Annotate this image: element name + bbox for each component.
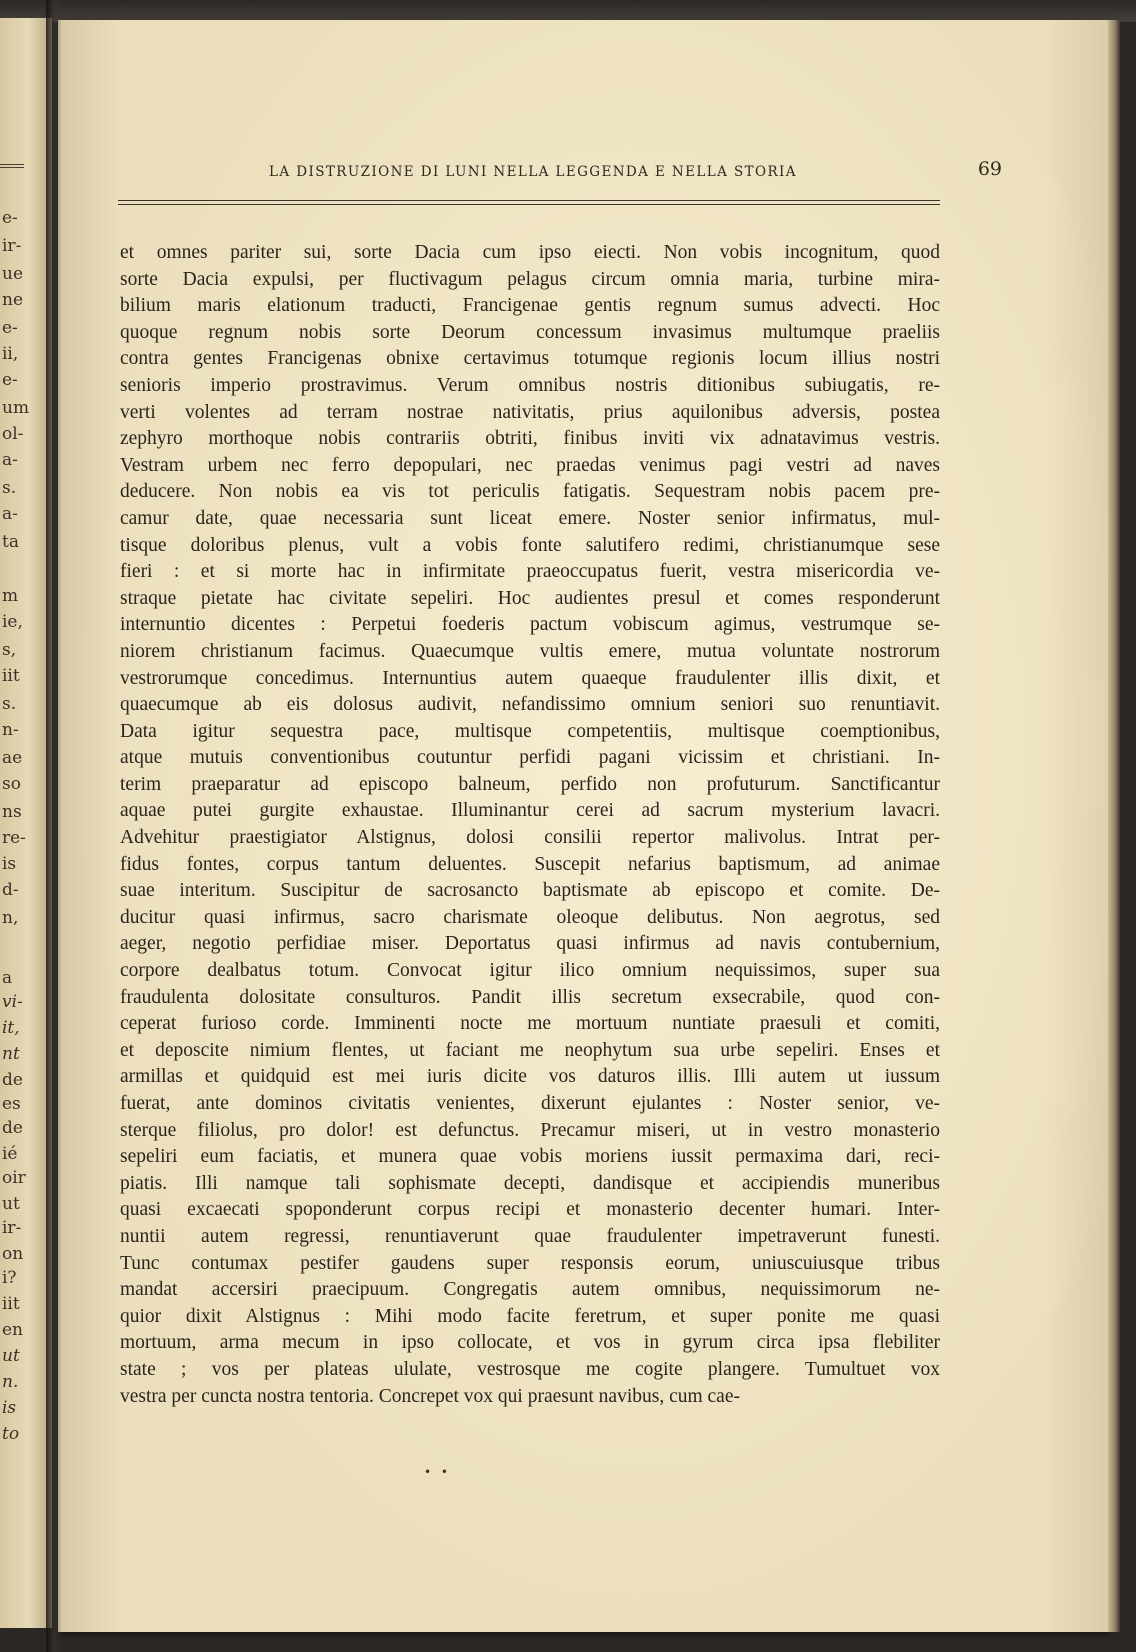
text-line: straque pietate hac civitate sepeliri. Hoc audientes presul et comes responderunt bbox=[120, 587, 940, 609]
text-line: mandat accersiri praecipuum. Congregatis autem omnibus, nequissimorum ne- bbox=[120, 1279, 940, 1301]
previous-page-fragment: s. bbox=[2, 478, 17, 498]
previous-page-fragment: so bbox=[2, 774, 21, 794]
previous-page-fragment: ta bbox=[2, 532, 19, 552]
text-line: sorte Dacia expulsi, per fluctivagum pelagus circum omnia maria, turbine mira- bbox=[120, 268, 940, 290]
text-line: niorem christianum facimus. Quaecumque vultis emere, mutua voluntate nostrorum bbox=[120, 640, 940, 662]
text-line: nuntii autem regressi, renuntiaverunt quae fraudulenter impetraverunt funesti. bbox=[120, 1225, 940, 1247]
text-line: atque mutuis conventionibus coutuntur perfidi pagani vicissim et christiani. In- bbox=[120, 747, 940, 769]
previous-page-fragment: a- bbox=[2, 450, 18, 470]
text-line: contra gentes Francigenas obnixe certavimus totumque regionis locum illius nostri bbox=[120, 348, 940, 370]
previous-page-fragment: ié bbox=[2, 1144, 18, 1164]
previous-page-fragment: e- bbox=[2, 370, 18, 390]
text-line: fuerat, ante dominos civitatis venientes, dixerunt ejulantes : Noster senior, ve- bbox=[120, 1093, 940, 1114]
previous-page-fragment: re- bbox=[2, 828, 26, 848]
text-line: sterque filiolus, pro dolor! est defunctus. Precamur miseri, ut in vestro monasterio bbox=[120, 1119, 940, 1141]
previous-page-fragment: s, bbox=[2, 640, 17, 660]
footer-mark: • • bbox=[424, 1465, 451, 1479]
page-fore-edge bbox=[1108, 20, 1120, 1632]
text-line: mortuum, arma mecum in ipso collocate, et vos in gyrum circa ipsa flebiliter bbox=[120, 1332, 940, 1354]
previous-page-fragment: m bbox=[2, 586, 19, 606]
previous-page-fragment: d- bbox=[2, 880, 19, 900]
previous-page-fragment: ut bbox=[2, 1346, 20, 1366]
previous-page-fragment: vi- bbox=[2, 992, 23, 1012]
previous-page-fragment: ol- bbox=[2, 424, 24, 444]
previous-page-fragment: s. bbox=[2, 694, 17, 714]
text-line: tisque doloribus plenus, vult a vobis fonte salutifero redimi, christianumque sese bbox=[120, 534, 940, 556]
text-line: fieri : et si morte hac in infirmitate praeoccupatus fuerit, vestra misericordia ve- bbox=[120, 561, 940, 583]
text-line: verti volentes ad terram nostrae nativitatis, prius aquilonibus adversis, postea bbox=[120, 401, 940, 423]
previous-page-fragment: a bbox=[2, 968, 13, 988]
text-line: senioris imperio prostravimus. Verum omnibus nostris ditionibus subiugatis, re- bbox=[120, 374, 940, 396]
text-line: quaecumque ab eis dolosus audivit, nefandissimo omnium seniori suo renuntiavit. bbox=[120, 694, 940, 716]
text-line: Data igitur sequestra pace, multisque competentiis, multisque coemptionibus, bbox=[120, 720, 940, 742]
previous-page-fragment: ir- bbox=[2, 1218, 22, 1238]
previous-page-fragment: a- bbox=[2, 504, 18, 524]
text-line: vestrorumque concedimus. Internuntius autem quaeque fraudulenter illis dixit, et bbox=[120, 667, 940, 689]
text-line: et omnes pariter sui, sorte Dacia cum ipso eiecti. Non vobis incognitum, quod bbox=[120, 242, 940, 263]
previous-page-fragment: is bbox=[2, 854, 17, 874]
text-line: state ; vos per plateas ululate, vestrosque me cogite plangere. Tumultuet vox bbox=[120, 1358, 940, 1380]
previous-page-fragment: on bbox=[2, 1244, 24, 1264]
previous-page-fragment: to bbox=[2, 1424, 20, 1444]
previous-page-fragment: ir- bbox=[2, 236, 22, 256]
text-line: deducere. Non nobis ea vis tot periculis fatigatis. Sequestram nobis pacem pre- bbox=[120, 481, 940, 503]
previous-page-fragment: n. bbox=[2, 1372, 19, 1392]
text-line: aeger, negotio perfidiae miser. Deportatus quasi infirmus ad navis contubernium, bbox=[120, 933, 940, 955]
previous-page-fragment: ne bbox=[2, 290, 24, 310]
running-head bbox=[118, 144, 1002, 180]
previous-page-fragment: it, bbox=[2, 1018, 20, 1038]
previous-page-fragment: n, bbox=[2, 908, 19, 928]
book-page bbox=[58, 20, 1108, 1632]
text-line: quoque regnum nobis sorte Deorum concessum invasimus multumque praeliis bbox=[120, 321, 940, 343]
text-line: Advehitur praestigiator Alstignus, dolosi consilii repertor malivolus. Intrat per- bbox=[120, 827, 940, 849]
text-line: internuntio dicentes : Perpetui foederis pactum vobiscum agimus, vestrumque se- bbox=[120, 614, 940, 636]
previous-page-rule bbox=[0, 164, 24, 168]
text-line: sepeliri eum faciatis, et munera quae vobis moriens iussit permaxima dari, reci- bbox=[120, 1146, 940, 1168]
page-number: 69 bbox=[977, 158, 1002, 180]
previous-page-fragment: ie, bbox=[2, 612, 23, 632]
previous-page-fragment: iit bbox=[2, 666, 20, 686]
text-line: zephyro morthoque nobis contrariis obtriti, finibus inviti vix adnatavimus vestris. bbox=[120, 428, 940, 450]
text-line: fraudulenta dolositate consulturos. Pandit illis secretum exsecrabile, quod con- bbox=[120, 986, 940, 1008]
text-line: terim praeparatur ad episcopo balneum, perfido non profuturum. Sanctificantur bbox=[120, 773, 940, 795]
body-text bbox=[120, 240, 940, 1410]
previous-page-fragment: de bbox=[2, 1118, 23, 1138]
text-line: fidus fontes, corpus tantum deluentes. Suscepit nefarius baptismum, ad animae bbox=[120, 853, 940, 875]
text-line: et deposcite nimium flentes, ut faciant me neophytum sua urbe sepeliri. Enses et bbox=[120, 1039, 940, 1061]
previous-page-fragment: ii, bbox=[2, 344, 19, 364]
previous-page-fragment: nt bbox=[2, 1044, 20, 1064]
previous-page-fragment: ue bbox=[2, 264, 24, 284]
previous-page-fragment: e- bbox=[2, 318, 18, 338]
text-line: armillas et quidquid est mei iuris dicite vos daturos illis. Illi autem ut iussum bbox=[120, 1066, 940, 1088]
previous-page-fragment: en bbox=[2, 1320, 24, 1340]
text-line: aquae putei gurgite exhaustae. Illuminantur cerei ad sacrum mysterium lavacri. bbox=[120, 800, 940, 822]
text-line: suae interitum. Suscipitur de sacrosancto baptismate ab episcopo et comite. De- bbox=[120, 880, 940, 902]
text-line: camur date, quae necessaria sunt liceat emere. Noster senior infirmatus, mul- bbox=[120, 507, 940, 529]
text-line: ceperat furioso corde. Imminenti nocte me mortuum nuntiate praesuli et comiti, bbox=[120, 1013, 940, 1035]
previous-page-fragment: iit bbox=[2, 1294, 20, 1314]
text-line: vestra per cuncta nostra tentoria. Concrepet vox qui praesunt navibus, cum cae- bbox=[120, 1385, 740, 1407]
scan-top-edge bbox=[0, 0, 1136, 22]
previous-page-fragment: i? bbox=[2, 1268, 17, 1288]
previous-page-fragment: oir bbox=[2, 1168, 26, 1188]
text-line: corpore dealbatus totum. Convocat igitur ilico omnium nequissimos, super sua bbox=[120, 960, 940, 982]
text-line: quasi excaecati spoponderunt corpus recipi et monasterio decenter humari. Inter- bbox=[120, 1199, 940, 1221]
previous-page-fragment: de bbox=[2, 1070, 23, 1090]
header-double-rule bbox=[118, 200, 940, 205]
previous-page-fragment: ns bbox=[2, 802, 22, 822]
previous-page-edge bbox=[0, 18, 52, 1628]
text-line: ducitur quasi infirmus, sacro charismate oleoque delibutus. Non aegrotus, sed bbox=[120, 906, 940, 928]
text-line: quior dixit Alstignus : Mihi modo facite feretrum, et super ponite me quasi bbox=[120, 1305, 940, 1327]
previous-page-fragment: ae bbox=[2, 748, 23, 768]
previous-page-fragment: is bbox=[2, 1398, 17, 1418]
text-line: Vestram urbem nec ferro depopulari, nec praedas venimus pagi vestri ad naves bbox=[120, 454, 940, 476]
previous-page-fragment: e- bbox=[2, 208, 18, 228]
previous-page-fragment: um bbox=[2, 398, 30, 418]
text-line: piatis. Illi namque tali sophismate decepti, dandisque et accipiendis muneribus bbox=[120, 1172, 940, 1194]
previous-page-fragment: es bbox=[2, 1094, 21, 1114]
text-line: Tunc contumax pestifer gaudens super responsis eorum, uniuscuiusque tribus bbox=[120, 1252, 940, 1274]
gutter-shadow bbox=[46, 0, 62, 1652]
text-line: bilium maris elationum traducti, Francigenae gentis regnum sumus advecti. Hoc bbox=[120, 295, 940, 317]
previous-page-fragment: n- bbox=[2, 720, 19, 740]
previous-page-fragment: ut bbox=[2, 1194, 20, 1214]
running-title: LA DISTRUZIONE DI LUNI NELLA LEGGENDA E NELLA STORIA bbox=[269, 164, 797, 180]
